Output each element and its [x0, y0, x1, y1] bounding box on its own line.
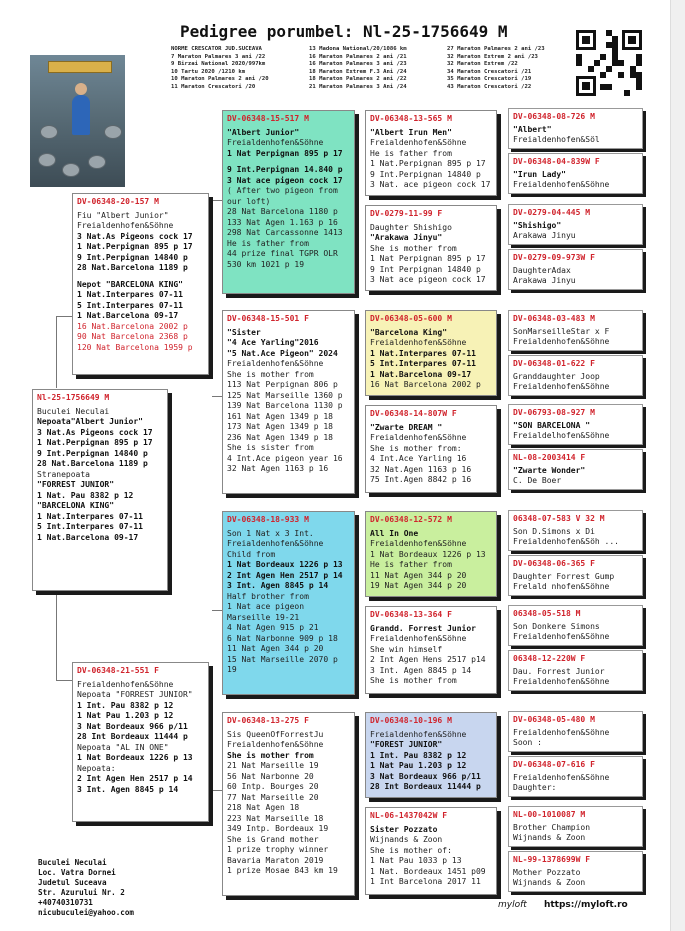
ring-number: DV-06348-15-517 M [227, 114, 309, 123]
card-line: Freialdenhofen&Söh ... [513, 537, 619, 546]
card-line: "4 Ace Yarling"2016 [227, 338, 319, 347]
card-line: 9 Int.Perpignan 14.840 p [227, 165, 343, 174]
qr-module [594, 60, 600, 66]
card-line: 298 Nat Carcassonne 1413 [227, 228, 343, 237]
owner-email[interactable]: nicubuculei@yahoo.com [38, 908, 135, 917]
card-line: 1 Nat. Bordeaux 1451 p09 [370, 866, 486, 876]
card-line: 3 Nat Bordeaux 966 p/11 [370, 771, 481, 781]
card-line: "Sister [227, 327, 261, 337]
card-line: "Albert Junior" [227, 127, 300, 137]
ancestor-card[interactable] [508, 153, 643, 194]
card-line: Granddaughter Joop [513, 371, 600, 381]
card-line: 2 Int Agen Hens 2517 p14 [370, 655, 486, 664]
card-line: He is father from [370, 560, 452, 569]
qr-module [600, 54, 606, 60]
card-line: 60 Intp. Bourges 20 [227, 782, 319, 791]
owner-phone: +40740310731 [38, 898, 93, 907]
card-line: He is father from [370, 148, 452, 158]
card-line: 133 Nat Agen 1.163 p 16 [227, 217, 338, 227]
card-line: Freialdenhofen&Söhne [227, 539, 324, 548]
card-line: 9 Int.Perpignan 14840 p [370, 169, 481, 179]
card-line: 1 Nat Perpignan 895 p 17 [227, 148, 343, 158]
card-line: Bavaria Maraton 2019 [227, 855, 324, 865]
ring-number: DV-0279-04-445 M [513, 208, 591, 217]
card-line: Arakawa Jinyu [513, 276, 576, 285]
qr-module [606, 84, 612, 90]
card-line: Child from [227, 549, 276, 559]
ring-number: DV-06348-04-839W F [513, 157, 600, 166]
ancestor-card[interactable] [508, 806, 643, 847]
card-line: She is mother from [370, 243, 457, 253]
ring-number: NL-08-2003414 F [513, 453, 586, 462]
card-line: Daughter Forrest Gump [513, 571, 615, 581]
sire-card[interactable] [72, 193, 209, 375]
qr-module [636, 60, 642, 66]
result-line: 10 Maraton Palmares 2 ani /20 [171, 76, 269, 83]
card-line: Nepot "BARCELONA KING" [77, 279, 183, 289]
great-grandparent-card[interactable] [365, 511, 497, 597]
result-line: 16 Maraton Palmares 3 ani /23 [309, 61, 407, 68]
card-line: 3 Int. Agen 8845 p 14 [227, 581, 329, 590]
card-line: 1 Int. Pau 8382 p 12 [77, 700, 174, 710]
card-line: 161 Nat Agen 1349 p 18 [227, 411, 333, 421]
result-line: 21 Maraton Palmares 3 Ani /24 [309, 83, 407, 90]
connector-line [56, 316, 72, 317]
sire-sire-card[interactable] [222, 110, 355, 294]
card-line: "BARCELONA KING" [37, 501, 115, 510]
page-edge [670, 0, 685, 931]
great-grandparent-card[interactable] [365, 205, 497, 291]
card-line: "Shishigo" [513, 220, 562, 230]
card-line: Freialdenhofen&Söhne [513, 677, 610, 686]
card-line: Marseille 19-21 [227, 612, 300, 622]
card-line: Freialdenhofen&Söhne [77, 221, 174, 230]
ring-number: DV-06348-03-483 M [513, 314, 595, 323]
card-line: Fiu "Albert Junior" [77, 210, 169, 220]
card-line: She is sister from [227, 443, 314, 452]
card-line: Nepoata"Albert Junior" [37, 417, 143, 426]
qr-code-icon[interactable] [576, 30, 642, 96]
ancestor-card[interactable] [508, 711, 643, 752]
card-line: Sis QueenOfForrestJu [227, 729, 324, 739]
qr-module [606, 66, 612, 72]
ring-number: DV-06348-13-364 F [370, 610, 452, 619]
ring-number: NL-00-1010087 M [513, 810, 586, 819]
ring-number: DV-06348-14-807W F [370, 409, 457, 418]
card-line: Grandd. Forrest Junior [370, 623, 476, 633]
card-line: Freialdenhofen&Söhne [370, 634, 467, 643]
ring-number: DV-06348-18-933 M [227, 515, 309, 524]
card-line: Freialdenhofen&Söhne [370, 338, 467, 347]
card-line: Freialdelhofen&Söhne [513, 431, 610, 440]
card-line: ( After two pigeon from [227, 186, 338, 195]
card-line: Brother Champion [513, 822, 591, 832]
card-line: 75 Int.Agen 8842 p 16 [370, 475, 472, 484]
card-line: 5 Int.Interpares 07-11 [77, 300, 183, 310]
card-line: "FOREST JUNIOR" [370, 740, 443, 749]
ring-number: DV-06348-12-572 M [370, 515, 452, 524]
great-grandparent-card[interactable] [365, 310, 497, 396]
ancestor-card[interactable] [508, 108, 643, 149]
card-line: Freialdenhofen&Söhne [227, 138, 324, 147]
connector-line [56, 680, 72, 681]
card-line: She is mother from [227, 750, 314, 760]
card-line: 21 Nat Marseille 19 [227, 761, 319, 770]
ancestor-card[interactable] [508, 249, 643, 290]
owner-contact [38, 858, 134, 918]
result-line: 43 Maraton Crescatori /22 [447, 83, 532, 90]
card-line: Freialdenhofen&Söhne [370, 729, 467, 739]
ring-number: DV-06348-05-480 M [513, 715, 595, 724]
card-line: She is mother of: [370, 845, 452, 855]
qr-module [618, 72, 624, 78]
owner-name: Buculei Neculai [38, 858, 107, 867]
card-line: 77 Nat Marseille 20 [227, 792, 319, 802]
card-line: 3 Nat ace pigeon cock 17 [370, 275, 486, 284]
result-line: 35 Maraton Crescatori /19 [447, 76, 532, 83]
card-line: 1 Nat.Perpignan 895 p 17 [370, 159, 486, 168]
great-grandparent-card[interactable] [365, 712, 497, 798]
ancestor-card[interactable] [508, 555, 643, 596]
sire-dam-card[interactable] [222, 310, 355, 494]
card-line: 3 Int. Agen 8845 p 14 [77, 784, 179, 794]
card-line: 19 [227, 665, 237, 674]
card-line: Freialdenhofen&Söl [513, 135, 600, 144]
card-line: our loft) [227, 196, 271, 206]
ring-number: DV-06348-01-622 F [513, 359, 595, 368]
ring-number: Nl-25-1756649 M [37, 393, 110, 402]
card-line: 4 Int.Ace Yarling 16 [370, 454, 467, 463]
card-line: 28 Int Bordeaux 11444 p [77, 732, 188, 741]
card-line: Freialdenhofen&Söhne [227, 740, 324, 749]
card-line: 139 Nat Barcelona 1130 p [227, 401, 343, 410]
card-line: 2 Int Agen Hen 2517 p 14 [227, 570, 343, 580]
card-line: 1 Int Barcelona 2017 11 [370, 877, 481, 886]
ring-number: 06348-05-518 M [513, 609, 581, 618]
card-line: 28 Nat Barcelona 1180 p [227, 207, 338, 216]
results-column-2 [309, 46, 407, 92]
card-line: 125 Nat Marseille 1360 p [227, 390, 343, 400]
card-line: C. De Boer [513, 476, 562, 485]
card-line: 1 Nat.Barcelona 09-17 [37, 532, 139, 542]
card-line: 32 Nat.Agen 1163 p 16 [370, 464, 472, 474]
result-line: 32 Maraton Extrem 2 ani /23 [447, 53, 538, 60]
card-line: Son Donkere Simons [513, 621, 600, 631]
card-line: "Barcelona King" [370, 327, 448, 337]
result-line: 34 Maraton Crescatori /21 [447, 68, 532, 75]
card-line: 1 Nat.Barcelona 09-17 [370, 369, 472, 379]
result-line: NORME CRESCATOR JUD.SUCEAVA [171, 46, 262, 52]
dam-dam-card[interactable] [222, 712, 355, 896]
card-line: 1 prize Mosae 843 km 19 [227, 866, 338, 875]
card-line: 4 Int.Ace pigeon year 16 [227, 453, 343, 463]
card-line: Sister Pozzato [370, 824, 438, 834]
ancestor-card[interactable] [508, 449, 643, 490]
brand-url-link[interactable]: https://myloft.ro [543, 900, 628, 910]
ring-number: DV-06348-10-196 M [370, 716, 452, 725]
card-line: 1 Nat Perpignan 895 p 17 [370, 254, 486, 263]
card-line: Mother Pozzato [513, 867, 581, 877]
brand-footer [498, 900, 628, 910]
card-line: She is mother from [227, 369, 314, 379]
results-column-3 [447, 46, 545, 92]
result-line: 18 Maraton Palmares 2 ani /22 [309, 76, 407, 83]
card-line: 3 Nat.As Pigeons cock 17 [37, 427, 153, 437]
card-line: 4 Nat Agen 915 p 21 [227, 623, 319, 632]
qr-module [624, 90, 630, 96]
card-line: 1 Nat.Interpares 07-11 [370, 348, 476, 358]
ring-number: NL-99-1378699W F [513, 855, 591, 864]
card-line: 56 Nat Narbonne 20 [227, 771, 314, 781]
card-line: He is father from [227, 238, 309, 248]
card-line: 2 Int Agen Hen 2517 p 14 [77, 774, 193, 783]
card-line: "5 Nat.Ace Pigeon" 2024 [227, 348, 338, 358]
card-line: 28 Nat.Barcelona 1189 p [37, 459, 148, 468]
card-line: Nepoata "AL IN ONE" [77, 742, 169, 752]
card-line: 1 prize trophy winner [227, 845, 329, 854]
card-line: Nepoata: [77, 763, 116, 773]
ring-number: DV-06348-05-600 M [370, 314, 452, 323]
card-line: 349 Intp. Bordeaux 19 [227, 824, 329, 833]
card-line: 1 Nat.Interpares 07-11 [37, 511, 143, 521]
ring-number: DV-06348-06-365 F [513, 559, 595, 568]
dam-sire-card[interactable] [222, 511, 355, 695]
ancestor-card[interactable] [508, 510, 643, 551]
card-line: 3 Nat Bordeaux 966 p/11 [77, 721, 188, 731]
card-line: "Irun Lady" [513, 169, 566, 179]
card-line: 1 Nat Pau 1.203 p 12 [77, 711, 174, 720]
card-line: 1 Nat Bordeaux 1226 p 13 [227, 560, 343, 569]
card-line: Freialdenhofen&Söhne [227, 359, 324, 368]
card-line: 11 Nat Agen 344 p 20 [370, 570, 467, 580]
card-line: "Albert" [513, 124, 552, 134]
ring-number: 06348-07-583 V 32 M [513, 514, 605, 523]
card-line: 1 Nat Pau 1.203 p 12 [370, 761, 467, 770]
ring-number: DV-0279-11-99 F [370, 209, 443, 218]
card-line: 218 Nat Agen 18 [227, 803, 300, 812]
card-line: "Albert Irun Men" [370, 127, 452, 137]
ancestor-card[interactable] [508, 404, 643, 445]
ancestor-card[interactable] [508, 756, 643, 797]
owner-county: Judetul Suceava [38, 878, 107, 887]
card-line: 15 Nat Marseille 2070 p [227, 654, 338, 664]
card-line: 28 Nat.Barcelona 1189 p [77, 263, 188, 272]
card-line: She is mother from: [370, 443, 462, 453]
card-line: 3 Int. Agen 8845 p 14 [370, 665, 472, 675]
result-line: 11 Maraton Crescatori /20 [171, 83, 256, 90]
card-line: Freialdenhofen&Söhne [370, 138, 467, 147]
result-line: 9 Birzai National 2020/997km [171, 61, 266, 68]
card-line: Freialdenhofen&Söhne [513, 382, 610, 391]
qr-module [636, 84, 642, 90]
card-line: 1 Nat.Barcelona 09-17 [77, 311, 179, 320]
card-line: 223 Nat Marseille 18 [227, 813, 324, 823]
myloft-logo: myloft [498, 900, 527, 910]
card-line: 5 Int.Interpares 07-11 [370, 359, 476, 368]
card-line: DaughterAdax [513, 265, 571, 275]
ring-number: NL-06-1437042W F [370, 811, 448, 820]
card-line: Stranepoata [37, 469, 90, 479]
card-line: 1 Nat Bordeaux 1226 p 13 [77, 753, 193, 762]
card-line: 1 Nat Bordeaux 1226 p 13 [370, 549, 486, 559]
card-line: 5 Int.Interpares 07-11 [37, 522, 143, 531]
card-line: Wijnands & Zoon [513, 878, 586, 887]
loft-photo [30, 55, 125, 187]
great-grandparent-card[interactable] [365, 606, 497, 694]
results-column-1 [171, 46, 269, 92]
card-line: Half brother from [227, 591, 309, 601]
card-line: 19 Nat Agen 344 p 20 [370, 581, 467, 590]
card-line: SonMarseilleStar x F [513, 326, 610, 336]
result-line: 7 Maraton Palmares 3 ani /22 [171, 53, 266, 60]
qr-module [600, 72, 606, 78]
ring-number: DV-0279-09-973W F [513, 253, 595, 262]
card-line: 1 Nat.Interpares 07-11 [77, 290, 183, 299]
card-line: She is Grand mother [227, 834, 319, 844]
card-line: Son 1 Nat x 3 Int. [227, 528, 314, 538]
card-line: 3 Nat.As Pigeons cock 17 [77, 231, 193, 241]
result-line: 32 Maraton Extrem /22 [447, 61, 518, 68]
card-line: Arakawa Jinyu [513, 231, 576, 240]
card-line: 6 Nat Narbonne 909 p 18 [227, 633, 338, 643]
card-line: 16 Nat Barcelona 2002 p [370, 380, 481, 389]
card-line: Freialdenhofen&Söhne [513, 632, 610, 641]
card-line: "FORREST JUNIOR" [37, 480, 115, 489]
ancestor-card[interactable] [508, 355, 643, 396]
ring-number: DV-06348-20-157 M [77, 197, 159, 206]
card-line: "Zwarte DREAM " [370, 422, 443, 432]
card-line: 16 Nat.Barcelona 2002 p [77, 321, 188, 331]
card-line: 3 Nat ace pigeon cock 17 [227, 175, 343, 185]
card-line: 32 Nat Agen 1163 p 16 [227, 464, 329, 473]
ring-number: 06348-12-220W F [513, 654, 586, 663]
card-line: Nepoata "FORREST JUNIOR" [77, 690, 193, 699]
card-line: 28 Int Bordeaux 11444 p [370, 782, 481, 791]
card-line: Freialdenhofen&Söhne [513, 180, 610, 189]
card-line: Freialdenhofen&Söhne [77, 679, 174, 689]
card-line: 236 Nat Agen 1349 p 18 [227, 432, 333, 442]
qr-module [576, 60, 582, 66]
connector-line [56, 590, 57, 680]
card-line: 1 Nat.Perpignan 895 p 17 [37, 438, 153, 447]
card-line: All In One [370, 528, 419, 538]
page-title: Pedigree porumbel: Nl-25-1756649 M [180, 22, 508, 41]
qr-module [588, 66, 594, 72]
card-line: 9 Int.Perpignan 14840 p [77, 252, 188, 262]
card-line: Son D.Simons x Di [513, 526, 595, 536]
card-line: 9 Int Perpignan 14840 p [370, 264, 481, 274]
card-line: 530 km 1021 p 19 [227, 259, 305, 269]
main-pigeon-card[interactable] [32, 389, 168, 591]
card-line: She win himself [370, 644, 443, 654]
result-line: 27 Maraton Palmares 2 ani /23 [447, 46, 545, 52]
great-grandparent-card[interactable] [365, 110, 497, 196]
card-line: 1 Nat. Pau 8382 p 12 [37, 490, 134, 500]
ring-number: DV-06348-08-726 M [513, 112, 595, 121]
card-line: Freialdenhofen&Söhne [513, 727, 610, 737]
dam-card[interactable] [72, 662, 209, 822]
card-line: 11 Nat Agen 344 p 20 [227, 644, 324, 653]
result-line: 18 Maraton Extrem F.3 Ani /24 [309, 68, 407, 75]
card-line: Freialdenhofen&Söhne [513, 772, 610, 782]
card-line: 1 Int. Pau 8382 p 12 [370, 750, 467, 760]
card-line: Daughter Shishigo [370, 222, 452, 232]
ring-number: DV-06348-15-501 F [227, 314, 309, 323]
ring-number: DV-06348-21-551 F [77, 666, 159, 675]
card-line: Frelald nhofen&Söhne [513, 582, 610, 591]
result-line: 13 Madona National/20/1086 km [309, 46, 407, 52]
card-line: She is mother from [370, 676, 457, 685]
owner-locality: Loc. Vatra Dornei [38, 868, 116, 877]
ancestor-card[interactable] [508, 650, 643, 691]
card-line: Buculei Neculai [37, 406, 110, 416]
card-line: Dau. Forrest Junior [513, 666, 605, 676]
card-line: 1 Nat Pau 1033 p 13 [370, 856, 462, 865]
card-line: 113 Nat Perpignan 806 p [227, 380, 338, 389]
great-grandparent-card[interactable] [365, 405, 497, 493]
ring-number: DV-06348-13-275 F [227, 716, 309, 725]
card-line: Freialdenhofen&Söhne [370, 539, 467, 548]
ancestor-card[interactable] [508, 204, 643, 245]
card-line: Wijnands & Zoon [370, 835, 443, 844]
card-line: 120 Nat Barcelona 1959 p [77, 342, 193, 352]
great-grandparent-card[interactable] [365, 807, 497, 895]
card-line: Wijnands & Zoon [513, 833, 586, 842]
ancestor-card[interactable] [508, 605, 643, 646]
connector-line [56, 316, 57, 388]
ancestor-card[interactable] [508, 310, 643, 351]
card-line: Freialdenhofen&Söhne [370, 433, 467, 442]
card-line: Soon : [513, 738, 542, 747]
card-line: 173 Nat Agen 1349 p 18 [227, 422, 333, 431]
card-line: Freialdenhofen&Söhne [513, 337, 610, 346]
card-line: 44 prize final TGPR OLR [227, 249, 338, 258]
result-line: 16 Maraton Palmares 2 ani /21 [309, 53, 407, 60]
card-line: 1 Nat ace pigeon [227, 602, 305, 611]
card-line: "Arakawa Jinyu" [370, 233, 443, 242]
card-line: "Zwarte Wonder" [513, 465, 586, 475]
card-line: 1 Nat.Perpignan 895 p 17 [77, 242, 193, 251]
qr-module [618, 60, 624, 66]
card-line: 90 Nat Barcelona 2368 p [77, 332, 188, 341]
card-line: "SON BARCELONA " [513, 420, 591, 430]
owner-street: Str. Azurului Nr. 2 [38, 888, 125, 897]
result-line: 10 Tartu 2020 /1210 km [171, 68, 246, 75]
ancestor-card[interactable] [508, 851, 643, 892]
card-line: 9 Int.Perpignan 14840 p [37, 448, 148, 458]
card-line: 3 Nat. ace pigeon cock 17 [370, 180, 491, 189]
ring-number: DV-06348-13-565 M [370, 114, 452, 123]
ring-number: DV-06348-07-616 F [513, 760, 595, 769]
card-line: Daughter: [513, 783, 557, 792]
ring-number: DV-06793-08-927 M [513, 408, 595, 417]
